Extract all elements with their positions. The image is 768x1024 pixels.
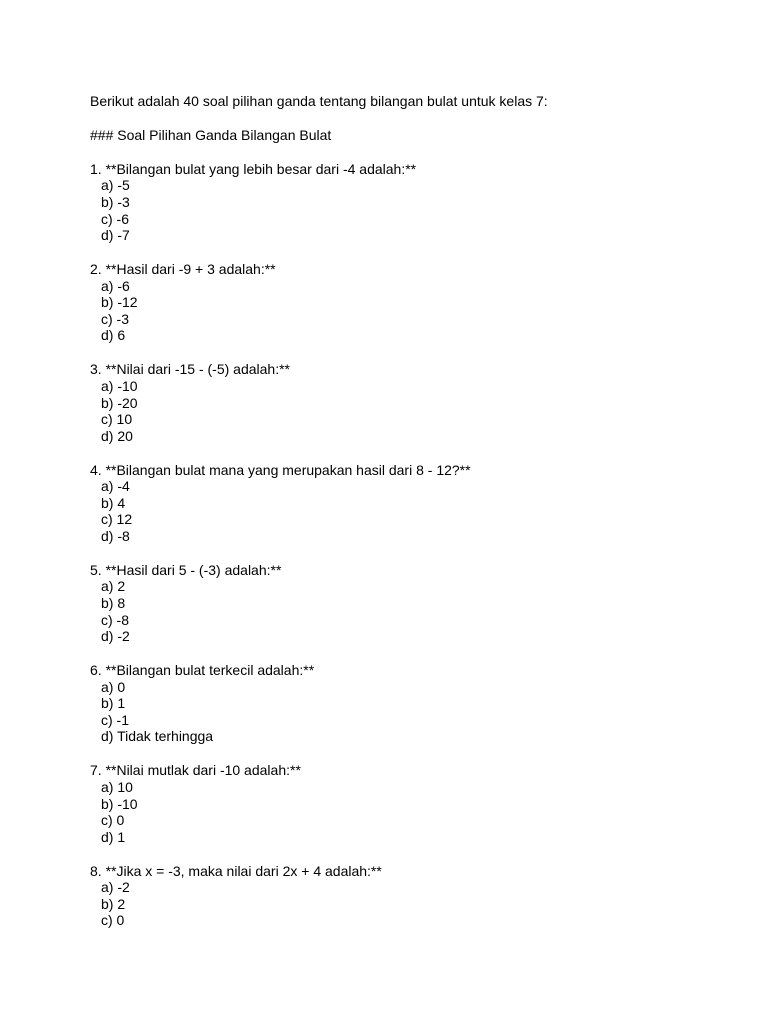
- answer-option: d) -8: [101, 527, 130, 544]
- question-text: 1. **Bilangan bulat yang lebih besar dari -4 adalah:**: [90, 160, 417, 177]
- answer-option: b) -10: [101, 795, 138, 812]
- spacer: [90, 845, 730, 862]
- answer-option: a) -4: [101, 478, 130, 495]
- spacer: [90, 110, 730, 127]
- answer-option: d) 20: [101, 427, 133, 444]
- spacer: [90, 444, 730, 461]
- section-heading: ### Soal Pilihan Ganda Bilangan Bulat: [90, 126, 332, 143]
- answer-option: c) -3: [101, 310, 129, 327]
- spacer: [90, 645, 730, 662]
- answer-option: c) 12: [101, 511, 133, 528]
- answer-option: b) -12: [101, 294, 138, 311]
- answer-option: b) -3: [101, 193, 130, 210]
- answer-option: b) 1: [101, 695, 126, 712]
- intro-text: Berikut adalah 40 soal pilihan ganda tentang bilangan bulat untuk kelas 7:: [90, 93, 548, 109]
- answer-option: c) -8: [101, 611, 129, 628]
- answer-option: a) -6: [101, 277, 130, 294]
- answer-option: a) -5: [101, 177, 130, 194]
- answer-option: b) 4: [101, 494, 126, 511]
- answer-option: d) Tidak terhingga: [101, 728, 214, 745]
- answer-option: a) 0: [101, 678, 126, 695]
- question-text: 2. **Hasil dari -9 + 3 adalah:**: [90, 261, 276, 278]
- answer-option: b) -20: [101, 394, 138, 411]
- answer-option: a) 10: [101, 778, 133, 795]
- question-text: 6. **Bilangan bulat terkecil adalah:**: [90, 662, 315, 679]
- spacer: [90, 545, 730, 562]
- answer-option: a) 2: [101, 578, 126, 595]
- spacer: [90, 143, 730, 160]
- spacer: [90, 745, 730, 762]
- answer-option: a) -2: [101, 879, 130, 896]
- question-text: 7. **Nilai mutlak dari -10 adalah:**: [90, 762, 301, 779]
- answer-option: c) -6: [101, 210, 129, 227]
- question-text: 3. **Nilai dari -15 - (-5) adalah:**: [90, 361, 290, 378]
- answer-option: c) 0: [101, 912, 125, 929]
- answer-option: d) 6: [101, 327, 126, 344]
- spacer: [90, 344, 730, 361]
- answer-option: d) -2: [101, 628, 130, 645]
- question-text: 8. **Jika x = -3, maka nilai dari 2x + 4 adalah:**: [90, 862, 382, 879]
- document-body: [90, 93, 730, 929]
- answer-option: b) 2: [101, 895, 126, 912]
- answer-option: d) -7: [101, 227, 130, 244]
- answer-option: c) -1: [101, 711, 129, 728]
- answer-option: a) -10: [101, 377, 138, 394]
- answer-option: d) 1: [101, 828, 126, 845]
- answer-option: b) 8: [101, 595, 126, 612]
- answer-option: c) 0: [101, 812, 125, 829]
- question-text: 4. **Bilangan bulat mana yang merupakan hasil dari 8 - 12?**: [90, 461, 471, 478]
- question-text: 5. **Hasil dari 5 - (-3) adalah:**: [90, 561, 282, 578]
- answer-option: c) 10: [101, 411, 133, 428]
- spacer: [90, 244, 730, 261]
